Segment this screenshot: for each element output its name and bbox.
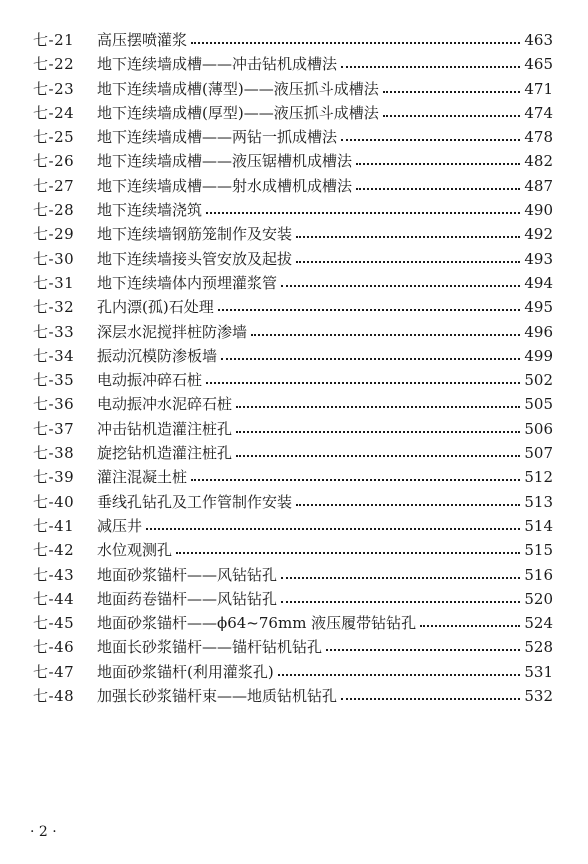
toc-entry-line — [97, 174, 553, 198]
toc-entry-code: 七-34 — [33, 346, 75, 365]
toc-entry-title: 孔内漂(孤)石处理 — [97, 298, 214, 317]
toc-entry — [0, 392, 588, 416]
toc-entry — [0, 271, 588, 295]
toc-entry-title: 地下连续墙钢筋笼制作及安装 — [97, 225, 293, 244]
toc-entry — [0, 417, 588, 441]
toc-entry-code: 七-41 — [33, 516, 75, 535]
toc-entry-page: 471 — [524, 79, 553, 98]
toc-entry — [0, 149, 588, 173]
toc-entry-line — [97, 271, 553, 295]
dot-leader — [356, 174, 520, 198]
toc-entry — [0, 125, 588, 149]
toc-entry-title: 地面砂浆锚杆——风钻钻孔 — [97, 565, 278, 584]
dot-leader — [281, 587, 520, 611]
toc-entry-line — [97, 344, 553, 368]
dot-leader — [383, 101, 521, 125]
toc-entry-code: 七-36 — [33, 395, 75, 414]
toc-entry-title: 地下连续墙浇筑 — [97, 201, 203, 220]
toc-entry-title: 电动振冲碎石桩 — [97, 371, 203, 390]
toc-entry — [0, 198, 588, 222]
toc-entry-page: 532 — [524, 687, 553, 706]
toc-entry — [0, 441, 588, 465]
toc-entry-page: 516 — [524, 565, 553, 584]
toc-entry-title: 减压井 — [97, 516, 143, 535]
toc-entry-title: 地下连续墙体内预埋灌浆管 — [97, 273, 278, 292]
toc-entry — [0, 465, 588, 489]
page-number: · 2 · — [30, 824, 57, 840]
toc-entry-page: 507 — [524, 444, 553, 463]
toc-entry-code: 七-27 — [33, 176, 75, 195]
toc-entry — [0, 174, 588, 198]
dot-leader — [191, 465, 520, 489]
toc-entry-line — [97, 392, 553, 416]
toc-entry-code: 七-33 — [33, 322, 75, 341]
toc-entry-title: 地下连续墙成槽——液压锯槽机成槽法 — [97, 152, 353, 171]
toc-entry-page: 512 — [524, 468, 553, 487]
toc-entry-title: 加强长砂浆锚杆束——地质钻机钻孔 — [97, 687, 338, 706]
toc-entry-code: 七-22 — [33, 55, 75, 74]
toc-entry-page: 487 — [524, 176, 553, 195]
dot-leader — [146, 514, 520, 538]
toc-entry-page: 478 — [524, 128, 553, 147]
toc-entry-title: 地面砂浆锚杆(利用灌浆孔) — [97, 662, 274, 681]
toc-entry-page: 482 — [524, 152, 553, 171]
toc-entry-line — [97, 368, 553, 392]
toc-entry-page: 528 — [524, 638, 553, 657]
table-of-contents — [0, 28, 588, 708]
toc-entry-line — [97, 514, 553, 538]
toc-entry-line — [97, 222, 553, 246]
toc-entry-line — [97, 320, 553, 344]
toc-entry-line — [97, 660, 553, 684]
toc-entry-page: 474 — [524, 103, 553, 122]
toc-entry-title: 地面长砂浆锚杆——锚杆钻机钻孔 — [97, 638, 323, 657]
toc-entry — [0, 247, 588, 271]
toc-entry-code: 七-48 — [33, 687, 75, 706]
dot-leader — [341, 125, 520, 149]
toc-entry-code: 七-28 — [33, 201, 75, 220]
toc-entry-line — [97, 247, 553, 271]
toc-entry-page: 515 — [524, 541, 553, 560]
dot-leader — [221, 344, 520, 368]
toc-entry-line — [97, 417, 553, 441]
toc-entry — [0, 611, 588, 635]
toc-entry — [0, 344, 588, 368]
toc-entry-title: 地面药卷锚杆——风钻钻孔 — [97, 589, 278, 608]
toc-entry-line — [97, 611, 553, 635]
dot-leader — [206, 368, 520, 392]
toc-entry-code: 七-46 — [33, 638, 75, 657]
toc-entry-page: 493 — [524, 249, 553, 268]
toc-entry-title: 深层水泥搅拌桩防渗墙 — [97, 322, 248, 341]
toc-entry-line — [97, 490, 553, 514]
toc-entry-line — [97, 587, 553, 611]
toc-entry-page: 506 — [524, 419, 553, 438]
toc-entry-title: 地下连续墙成槽——两钻一抓成槽法 — [97, 128, 338, 147]
dot-leader — [383, 77, 521, 101]
dot-leader — [341, 684, 520, 708]
dot-leader — [281, 563, 520, 587]
toc-entry-code: 七-44 — [33, 589, 75, 608]
toc-entry-line — [97, 295, 553, 319]
toc-entry — [0, 295, 588, 319]
toc-entry — [0, 52, 588, 76]
toc-entry — [0, 320, 588, 344]
toc-entry-line — [97, 28, 553, 52]
toc-entry-code: 七-32 — [33, 298, 75, 317]
toc-entry — [0, 28, 588, 52]
toc-entry-code: 七-23 — [33, 79, 75, 98]
toc-entry — [0, 563, 588, 587]
dot-leader — [236, 417, 520, 441]
toc-entry-page: 520 — [524, 589, 553, 608]
toc-entry — [0, 222, 588, 246]
dot-leader — [420, 611, 520, 635]
toc-entry — [0, 77, 588, 101]
toc-entry-title: 冲击钻机造灌注桩孔 — [97, 419, 233, 438]
toc-entry-code: 七-29 — [33, 225, 75, 244]
toc-entry — [0, 660, 588, 684]
toc-entry-code: 七-24 — [33, 103, 75, 122]
dot-leader — [296, 490, 520, 514]
toc-entry — [0, 587, 588, 611]
toc-entry-title: 地面砂浆锚杆——ϕ64~76mm 液压履带钻钻孔 — [97, 614, 417, 633]
toc-entry-line — [97, 635, 553, 659]
toc-entry-code: 七-35 — [33, 371, 75, 390]
dot-leader — [236, 441, 520, 465]
dot-leader — [236, 392, 520, 416]
toc-entry-line — [97, 77, 553, 101]
toc-entry-page: 505 — [524, 395, 553, 414]
toc-entry-page: 499 — [524, 346, 553, 365]
toc-entry — [0, 490, 588, 514]
dot-leader — [356, 149, 520, 173]
toc-entry-title: 灌注混凝土桩 — [97, 468, 188, 487]
toc-entry-title: 水位观测孔 — [97, 541, 173, 560]
toc-entry-line — [97, 149, 553, 173]
toc-entry-line — [97, 538, 553, 562]
toc-entry — [0, 368, 588, 392]
toc-entry-page: 513 — [524, 492, 553, 511]
toc-entry-title: 地下连续墙接头管安放及起拔 — [97, 249, 293, 268]
toc-entry-title: 垂线孔钻孔及工作管制作安装 — [97, 492, 293, 511]
toc-entry-page: 502 — [524, 371, 553, 390]
toc-entry-code: 七-30 — [33, 249, 75, 268]
toc-entry-line — [97, 684, 553, 708]
dot-leader — [176, 538, 520, 562]
dot-leader — [296, 222, 520, 246]
toc-entry-code: 七-39 — [33, 468, 75, 487]
toc-entry-title: 高压摆喷灌浆 — [97, 31, 188, 49]
toc-entry-page: 524 — [524, 614, 553, 633]
toc-entry-code: 七-38 — [33, 444, 75, 463]
toc-entry-page: 495 — [524, 298, 553, 317]
toc-entry-page: 463 — [524, 31, 553, 49]
toc-entry-line — [97, 563, 553, 587]
toc-entry-code: 七-40 — [33, 492, 75, 511]
toc-entry-line — [97, 52, 553, 76]
dot-leader — [278, 660, 521, 684]
toc-entry-title: 地下连续墙成槽(厚型)——液压抓斗成槽法 — [97, 103, 379, 122]
dot-leader — [281, 271, 520, 295]
toc-entry-line — [97, 101, 553, 125]
toc-entry-title: 电动振冲水泥碎石桩 — [97, 395, 233, 414]
dot-leader — [218, 295, 521, 319]
toc-entry — [0, 101, 588, 125]
toc-entry-page: 514 — [524, 516, 553, 535]
toc-entry — [0, 514, 588, 538]
dot-leader — [296, 247, 520, 271]
dot-leader — [326, 635, 520, 659]
toc-entry-page: 531 — [524, 662, 553, 681]
toc-entry-code: 七-37 — [33, 419, 75, 438]
toc-entry-code: 七-21 — [33, 31, 75, 49]
toc-entry-line — [97, 198, 553, 222]
toc-entry-code: 七-45 — [33, 614, 75, 633]
toc-entry-page: 492 — [524, 225, 553, 244]
toc-entry — [0, 538, 588, 562]
toc-entry-line — [97, 441, 553, 465]
toc-entry-code: 七-31 — [33, 273, 75, 292]
toc-entry-title: 地下连续墙成槽(薄型)——液压抓斗成槽法 — [97, 79, 379, 98]
dot-leader — [251, 320, 520, 344]
dot-leader — [206, 198, 520, 222]
toc-entry-page: 494 — [524, 273, 553, 292]
dot-leader — [341, 52, 520, 76]
toc-entry-code: 七-47 — [33, 662, 75, 681]
toc-entry-title: 地下连续墙成槽——射水成槽机成槽法 — [97, 176, 353, 195]
toc-entry — [0, 635, 588, 659]
toc-entry-code: 七-43 — [33, 565, 75, 584]
toc-entry-code: 七-42 — [33, 541, 75, 560]
toc-entry-code: 七-25 — [33, 128, 75, 147]
toc-entry-title: 地下连续墙成槽——冲击钻机成槽法 — [97, 55, 338, 74]
toc-entry-line — [97, 125, 553, 149]
dot-leader — [191, 28, 520, 52]
toc-entry-code: 七-26 — [33, 152, 75, 171]
toc-entry-title: 旋挖钻机造灌注桩孔 — [97, 444, 233, 463]
toc-entry-page: 465 — [524, 55, 553, 74]
toc-entry-title: 振动沉模防渗板墙 — [97, 346, 218, 365]
toc-entry — [0, 684, 588, 708]
toc-entry-page: 490 — [524, 201, 553, 220]
toc-entry-line — [97, 465, 553, 489]
toc-entry-page: 496 — [524, 322, 553, 341]
